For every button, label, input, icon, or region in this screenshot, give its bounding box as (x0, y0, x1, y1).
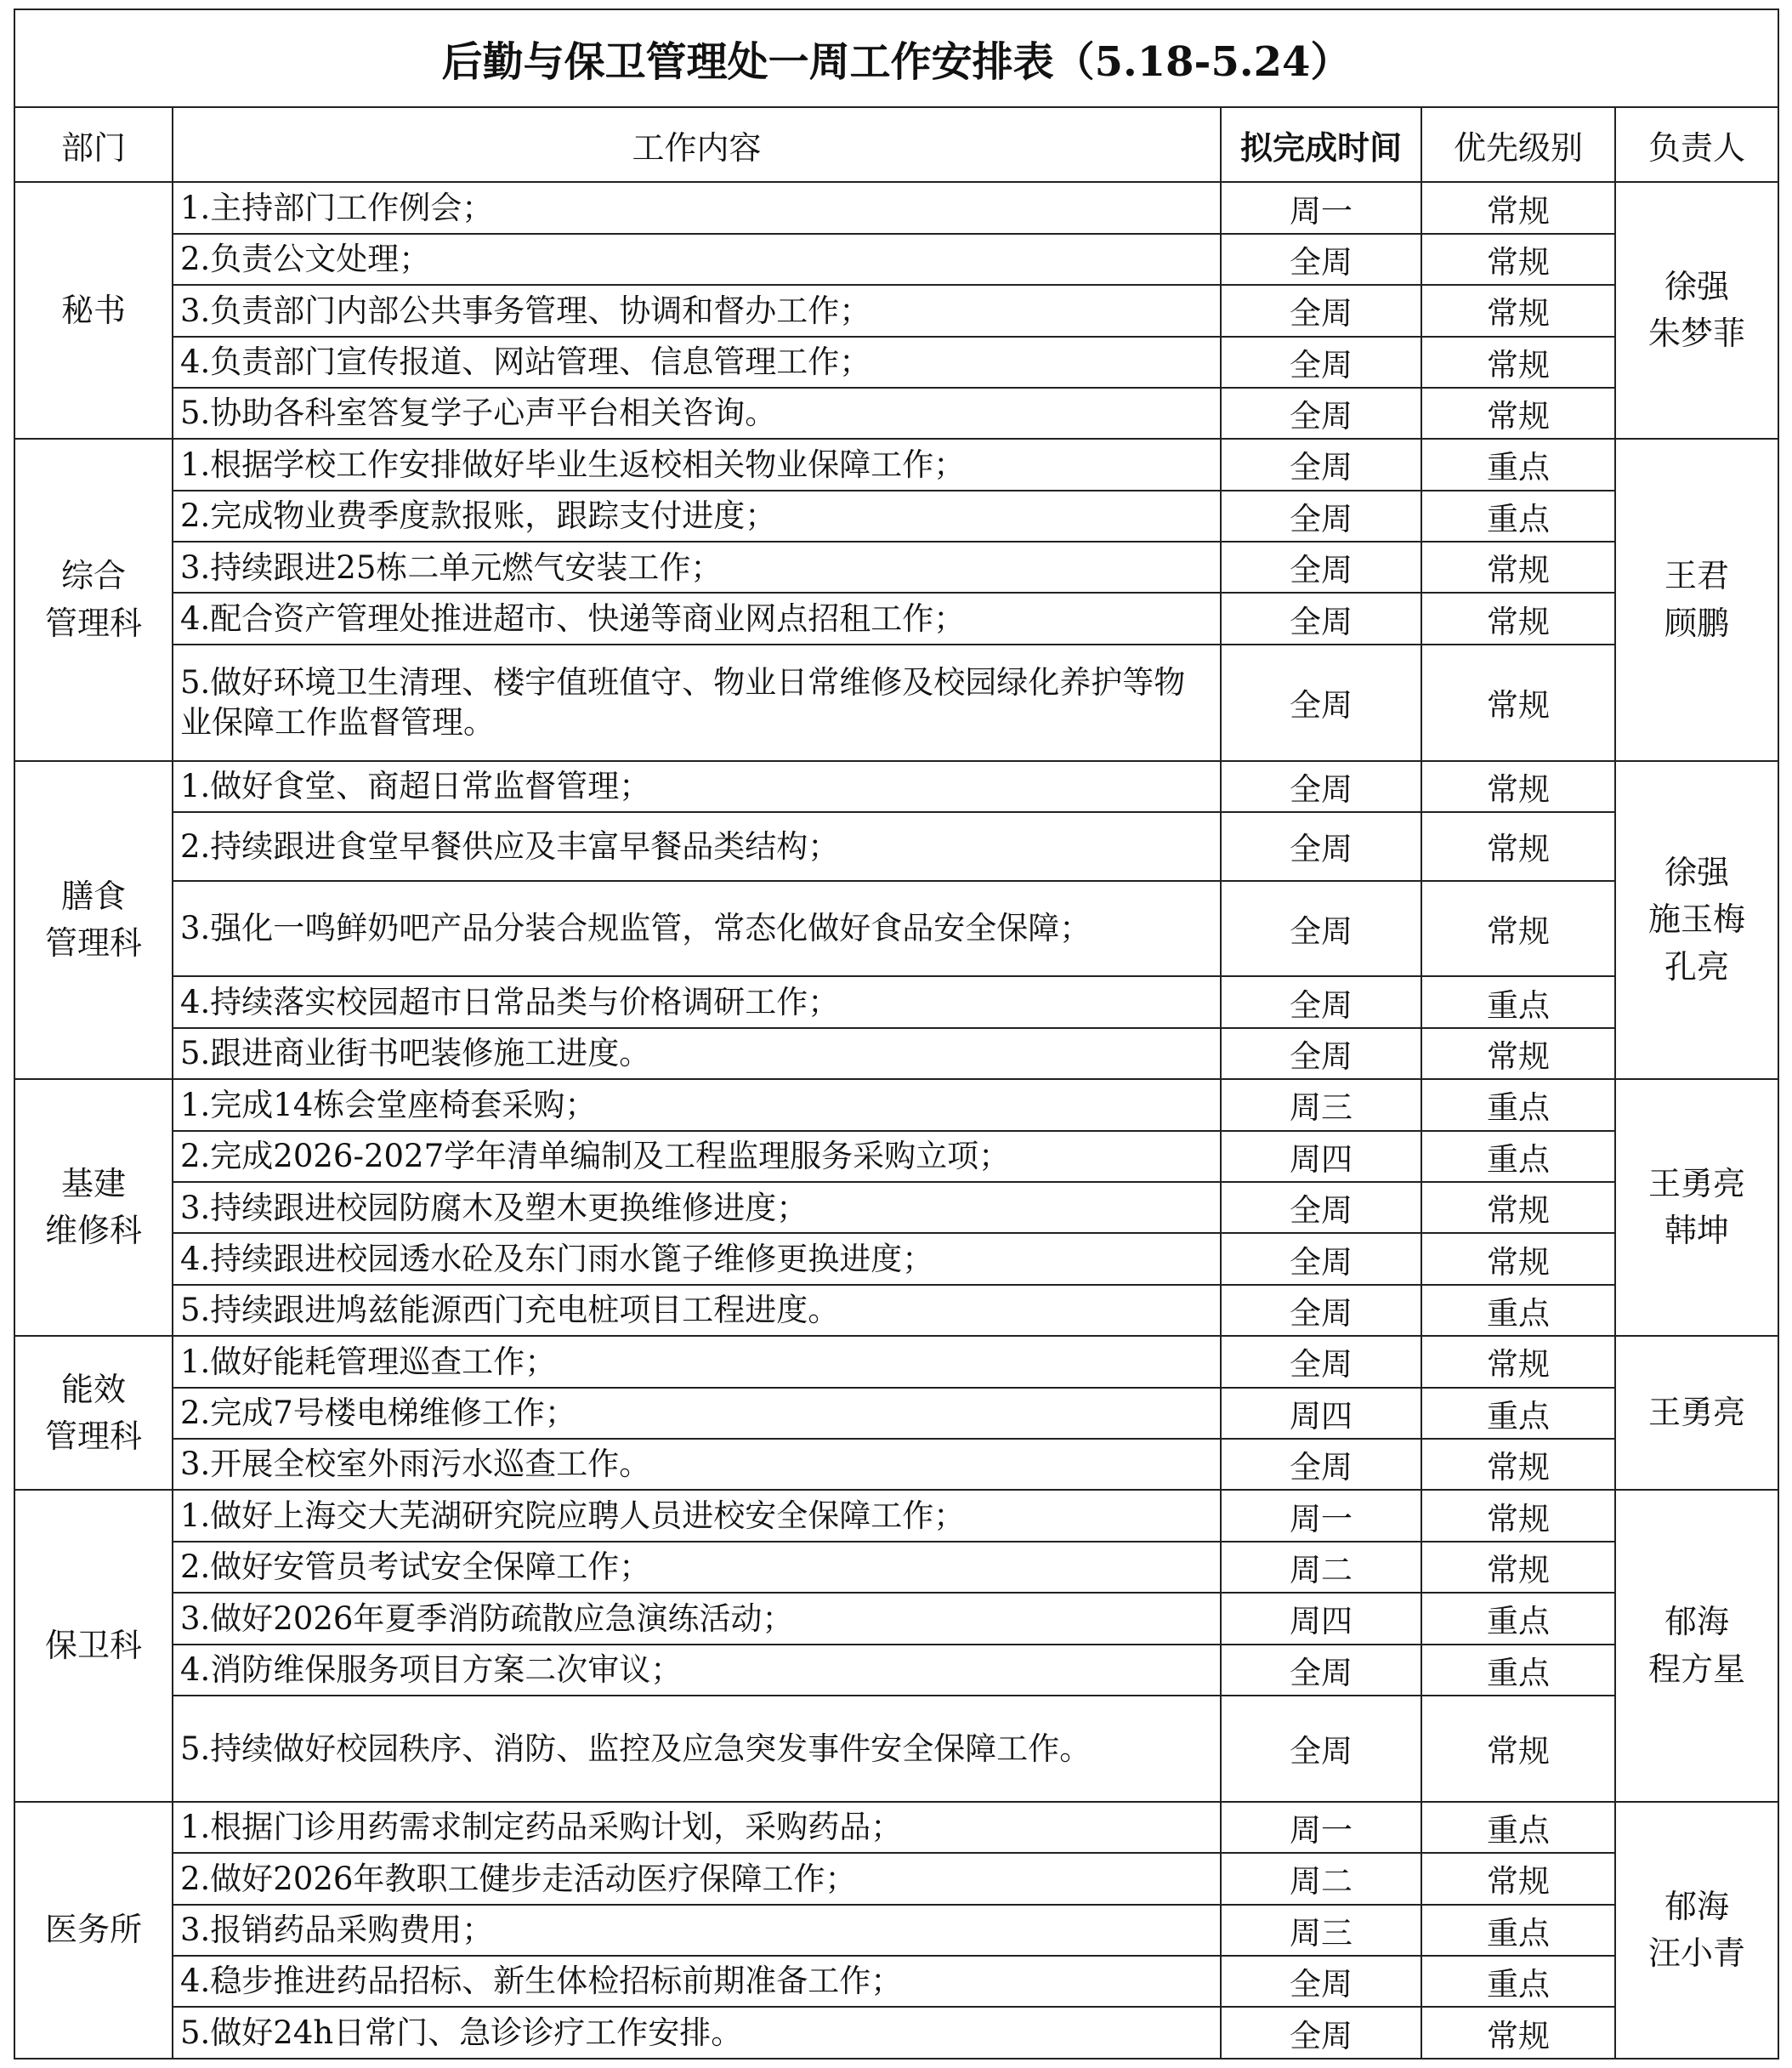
owner-name: 程方星 (1648, 1650, 1746, 1688)
dept-name: 管理科 (44, 1417, 142, 1455)
header-dept: 部门 (14, 107, 173, 183)
owner-name: 顾鹏 (1664, 604, 1730, 642)
dept-cell (14, 1490, 173, 1801)
owner-name: 韩坤 (1664, 1212, 1730, 1250)
completion-time: 周二 (1221, 1853, 1421, 1904)
task-content: 3.强化一鸣鲜奶吧产品分装合规监管，常态化做好食品安全保障； (173, 881, 1221, 977)
task-content: 5.协助各科室答复学子心声平台相关咨询。 (173, 388, 1221, 439)
priority-level: 重点 (1421, 491, 1615, 542)
task-content: 2.负责公文处理； (173, 234, 1221, 285)
completion-time: 全周 (1221, 1285, 1421, 1336)
priority-level: 常规 (1421, 645, 1615, 761)
completion-time: 全周 (1221, 234, 1421, 285)
dept-name: 管理科 (44, 604, 142, 642)
completion-time: 全周 (1221, 1028, 1421, 1079)
table-row (14, 976, 1778, 1027)
completion-time: 全周 (1221, 337, 1421, 388)
owner-name: 孔亮 (1664, 947, 1730, 986)
priority-level: 常规 (1421, 1439, 1615, 1490)
completion-time: 周四 (1221, 1131, 1421, 1182)
completion-time: 全周 (1221, 388, 1421, 439)
table-row (14, 542, 1778, 593)
header-priority: 优先级别 (1421, 107, 1615, 183)
completion-time: 全周 (1221, 1182, 1421, 1233)
table-row (14, 1439, 1778, 1490)
completion-time: 全周 (1221, 881, 1421, 977)
table-row (14, 439, 1778, 490)
completion-time: 全周 (1221, 761, 1421, 812)
table-row (14, 388, 1778, 439)
dept-name: 基建 (60, 1165, 126, 1203)
header-owner: 负责人 (1615, 107, 1778, 183)
table-row (14, 1028, 1778, 1079)
dept-name: 膳食 (60, 877, 126, 915)
owner-cell (1615, 761, 1778, 1079)
owner-name: 朱梦菲 (1648, 315, 1746, 353)
dept-cell (14, 1802, 173, 2059)
completion-time: 全周 (1221, 439, 1421, 490)
priority-level: 重点 (1421, 1802, 1615, 1853)
priority-level: 重点 (1421, 1388, 1615, 1439)
dept-name: 维修科 (44, 1212, 142, 1250)
task-content: 1.做好能耗管理巡查工作； (173, 1336, 1221, 1387)
task-content: 4.持续落实校园超市日常品类与价格调研工作； (173, 976, 1221, 1027)
table-row (14, 881, 1778, 977)
owner-cell (1615, 1802, 1778, 2059)
dept-cell (14, 761, 173, 1079)
dept-name: 医务所 (44, 1911, 142, 1949)
completion-time: 全周 (1221, 1696, 1421, 1802)
title-row (14, 9, 1778, 107)
completion-time: 周一 (1221, 1490, 1421, 1541)
task-content: 2.做好安管员考试安全保障工作； (173, 1542, 1221, 1593)
priority-level: 常规 (1421, 1696, 1615, 1802)
priority-level: 常规 (1421, 1490, 1615, 1541)
task-content: 5.持续跟进鸠兹能源西门充电桩项目工程进度。 (173, 1285, 1221, 1336)
task-content: 1.做好食堂、商超日常监督管理； (173, 761, 1221, 812)
owner-name: 徐强 (1664, 268, 1730, 306)
completion-time: 全周 (1221, 2007, 1421, 2059)
priority-level: 常规 (1421, 337, 1615, 388)
owner-name: 汪小青 (1648, 1934, 1746, 1972)
task-content: 5.做好环境卫生清理、楼宇值班值守、物业日常维修及校园绿化养护等物业保障工作监督管理。 (173, 645, 1221, 761)
dept-name: 保卫科 (44, 1626, 142, 1664)
completion-time: 全周 (1221, 645, 1421, 761)
priority-level: 重点 (1421, 1905, 1615, 1956)
owner-cell (1615, 1079, 1778, 1336)
dept-name: 综合 (60, 557, 126, 595)
task-content: 5.做好24h日常门、急诊诊疗工作安排。 (173, 2007, 1221, 2059)
table-row (14, 1853, 1778, 1904)
header-row (14, 107, 1778, 183)
priority-level: 常规 (1421, 388, 1615, 439)
priority-level: 常规 (1421, 1542, 1615, 1593)
table-row (14, 285, 1778, 336)
table-row (14, 182, 1778, 233)
completion-time: 全周 (1221, 1233, 1421, 1284)
header-time: 拟完成时间 (1221, 107, 1421, 183)
priority-level: 重点 (1421, 1593, 1615, 1644)
task-content: 4.消防维保服务项目方案二次审议； (173, 1645, 1221, 1696)
owner-name: 徐强 (1664, 854, 1730, 892)
completion-time: 全周 (1221, 285, 1421, 336)
completion-time: 全周 (1221, 1645, 1421, 1696)
owner-name: 王勇亮 (1648, 1394, 1746, 1432)
priority-level: 常规 (1421, 542, 1615, 593)
task-content: 2.完成2026-2027学年清单编制及工程监理服务采购立项； (173, 1131, 1221, 1182)
dept-cell (14, 439, 173, 760)
task-content: 3.持续跟进25栋二单元燃气安装工作； (173, 542, 1221, 593)
task-content: 2.完成物业费季度款报账，跟踪支付进度； (173, 491, 1221, 542)
table-row (14, 1593, 1778, 1644)
priority-level: 常规 (1421, 1182, 1615, 1233)
table-row (14, 1802, 1778, 1853)
task-content: 4.持续跟进校园透水砼及东门雨水篦子维修更换进度； (173, 1233, 1221, 1284)
owner-cell (1615, 182, 1778, 439)
table-row (14, 1645, 1778, 1696)
table-row (14, 1490, 1778, 1541)
owner-cell (1615, 1336, 1778, 1490)
task-content: 4.稳步推进药品招标、新生体检招标前期准备工作； (173, 1956, 1221, 2007)
completion-time: 周四 (1221, 1388, 1421, 1439)
task-content: 3.做好2026年夏季消防疏散应急演练活动； (173, 1593, 1221, 1644)
weekly-schedule-table (14, 9, 1779, 2059)
priority-level: 重点 (1421, 439, 1615, 490)
owner-name: 施玉梅 (1648, 900, 1746, 939)
priority-level: 重点 (1421, 1131, 1615, 1182)
dept-name: 秘书 (60, 291, 126, 329)
task-content: 3.负责部门内部公共事务管理、协调和督办工作； (173, 285, 1221, 336)
table-title: 后勤与保卫管理处一周工作安排表（5.18-5.24） (14, 9, 1778, 107)
owner-name: 王勇亮 (1648, 1165, 1746, 1203)
dept-name: 管理科 (44, 923, 142, 962)
table-row (14, 1956, 1778, 2007)
table-row (14, 1131, 1778, 1182)
completion-time: 全周 (1221, 491, 1421, 542)
table-row (14, 1905, 1778, 1956)
completion-time: 全周 (1221, 1336, 1421, 1387)
task-content: 3.报销药品采购费用； (173, 1905, 1221, 1956)
table-row (14, 234, 1778, 285)
priority-level: 常规 (1421, 593, 1615, 644)
priority-level: 常规 (1421, 234, 1615, 285)
task-content: 1.主持部门工作例会； (173, 182, 1221, 233)
task-content: 4.负责部门宣传报道、网站管理、信息管理工作； (173, 337, 1221, 388)
priority-level: 重点 (1421, 1645, 1615, 1696)
priority-level: 常规 (1421, 2007, 1615, 2059)
priority-level: 常规 (1421, 881, 1615, 977)
task-content: 1.根据学校工作安排做好毕业生返校相关物业保障工作； (173, 439, 1221, 490)
table-row (14, 1182, 1778, 1233)
table-row (14, 593, 1778, 644)
completion-time: 周三 (1221, 1905, 1421, 1956)
table-row (14, 645, 1778, 761)
completion-time: 周三 (1221, 1079, 1421, 1130)
priority-level: 重点 (1421, 1956, 1615, 2007)
task-content: 3.持续跟进校园防腐木及塑木更换维修进度； (173, 1182, 1221, 1233)
table-row (14, 1079, 1778, 1130)
completion-time: 全周 (1221, 976, 1421, 1027)
priority-level: 常规 (1421, 761, 1615, 812)
owner-name: 郁海 (1664, 1603, 1730, 1641)
completion-time: 全周 (1221, 593, 1421, 644)
task-content: 3.开展全校室外雨污水巡查工作。 (173, 1439, 1221, 1490)
table-row (14, 2007, 1778, 2059)
table-row (14, 1696, 1778, 1802)
priority-level: 常规 (1421, 1233, 1615, 1284)
header-content: 工作内容 (173, 107, 1221, 183)
completion-time: 周四 (1221, 1593, 1421, 1644)
task-content: 5.持续做好校园秩序、消防、监控及应急突发事件安全保障工作。 (173, 1696, 1221, 1802)
task-content: 1.根据门诊用药需求制定药品采购计划，采购药品； (173, 1802, 1221, 1853)
table-row (14, 1233, 1778, 1284)
table-row (14, 812, 1778, 881)
task-content: 1.完成14栋会堂座椅套采购； (173, 1079, 1221, 1130)
completion-time: 全周 (1221, 812, 1421, 881)
priority-level: 重点 (1421, 1079, 1615, 1130)
priority-level: 重点 (1421, 976, 1615, 1027)
table-row (14, 1285, 1778, 1336)
completion-time: 周二 (1221, 1542, 1421, 1593)
completion-time: 全周 (1221, 542, 1421, 593)
priority-level: 重点 (1421, 1285, 1615, 1336)
completion-time: 全周 (1221, 1439, 1421, 1490)
dept-name: 能效 (60, 1370, 126, 1408)
task-content: 2.完成7号楼电梯维修工作； (173, 1388, 1221, 1439)
table-row (14, 1388, 1778, 1439)
task-content: 2.持续跟进食堂早餐供应及丰富早餐品类结构； (173, 812, 1221, 881)
priority-level: 常规 (1421, 1028, 1615, 1079)
table-row (14, 1542, 1778, 1593)
dept-cell (14, 1336, 173, 1490)
completion-time: 周一 (1221, 1802, 1421, 1853)
table-row (14, 1336, 1778, 1387)
task-content: 5.跟进商业街书吧装修施工进度。 (173, 1028, 1221, 1079)
dept-cell (14, 1079, 173, 1336)
task-content: 4.配合资产管理处推进超市、快递等商业网点招租工作； (173, 593, 1221, 644)
priority-level: 常规 (1421, 1336, 1615, 1387)
table-row (14, 761, 1778, 812)
task-content: 2.做好2026年教职工健步走活动医疗保障工作； (173, 1853, 1221, 1904)
priority-level: 常规 (1421, 182, 1615, 233)
owner-cell (1615, 1490, 1778, 1801)
owner-name: 郁海 (1664, 1887, 1730, 1925)
owner-cell (1615, 439, 1778, 760)
table-row (14, 491, 1778, 542)
completion-time: 全周 (1221, 1956, 1421, 2007)
owner-name: 王君 (1664, 557, 1730, 595)
priority-level: 常规 (1421, 812, 1615, 881)
completion-time: 周一 (1221, 182, 1421, 233)
task-content: 1.做好上海交大芜湖研究院应聘人员进校安全保障工作； (173, 1490, 1221, 1541)
priority-level: 常规 (1421, 285, 1615, 336)
dept-cell (14, 182, 173, 439)
table-row (14, 337, 1778, 388)
priority-level: 常规 (1421, 1853, 1615, 1904)
